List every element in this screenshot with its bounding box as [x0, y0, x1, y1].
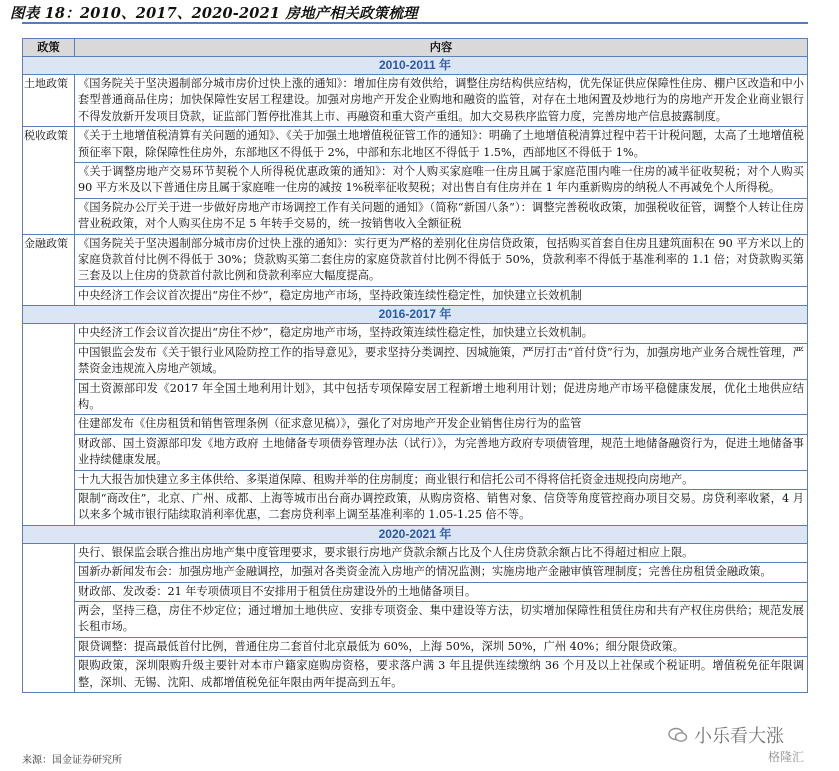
- period-row: [23, 306, 808, 324]
- table-row: [23, 198, 808, 234]
- table-row: [23, 657, 808, 693]
- watermark-text: 小乐看大涨: [694, 726, 784, 747]
- period-2016-2017: 2016-2017 年: [23, 306, 808, 324]
- table-header-row: [23, 39, 808, 57]
- content-cell: 住建部发布《住房租赁和销售管理条例（征求意见稿）》，强化了对房地产开发企业销售住房行为的监管: [75, 415, 808, 434]
- policy-empty-cell: [23, 543, 75, 692]
- content-cell: 《关于调整房地产交易环节契税个人所得税优惠政策的通知》：对个人购买家庭唯一住房且属于家庭范围内唯一住房的减半征收契税；对个人购买 90 平方米及以下普通住房且属于家庭唯一住房的减按 1%税率征收契税；对出售自有住房并在 1 年内重新购房的纳税人不再减免个人所得税。: [75, 163, 808, 199]
- table-row: [23, 75, 808, 127]
- period-2020-2021: 2020-2021 年: [23, 525, 808, 543]
- content-cell: 央行、银保监会联合推出房地产集中度管理要求，要求银行房地产贷款余额占比及个人住房贷款余额占比不得超过相应上限。: [75, 543, 808, 562]
- table-row: [23, 234, 808, 286]
- table-row: [23, 434, 808, 470]
- policy-table: [22, 38, 808, 693]
- table-row: [23, 163, 808, 199]
- source-note: 来源：国金证券研究所: [22, 755, 122, 766]
- table-row: [23, 286, 808, 305]
- content-cell: 中国银监会发布《关于银行业风险防控工作的指导意见》，要求坚持分类调控、因城施策，严厉打击“首付贷”行为，加强房地产业务合规性管理，严禁资金违规流入房地产领域。: [75, 343, 808, 379]
- wechat-icon: [668, 727, 688, 743]
- table-row: [23, 563, 808, 582]
- content-cell: 《国务院关于坚决遏制部分城市房价过快上涨的通知》：实行更为严格的差别化住房信贷政策，包括购买首套自住房且建筑面积在 90 平方米以上的家庭贷款首付比例不得低于 30%；贷款购买第二套住房的家庭贷款首付比例不得低于 50%，贷款利率不得低于基准利率的 1.1 倍；对贷款购买第三套及以上住房的贷款首付款比例和贷款利率应大幅度提高。: [75, 234, 808, 286]
- content-cell: 《国务院办公厅关于进一步做好房地产市场调控工作有关问题的通知》（简称“新国八条”）：调整完善税收政策，加强税收征管，调整个人转让住房营业税政策，对个人购买住房不足 5 年转手交易的，统一按销售收入全额征税: [75, 198, 808, 234]
- table-row: [23, 415, 808, 434]
- table-row: [23, 489, 808, 525]
- content-cell: 财政部、国土资源部印发《地方政府 土地储备专项债券管理办法（试行）》，为完善地方政府专项债管理，规范土地储备融资行为，促进土地储备事业持续健康发展。: [75, 434, 808, 470]
- title-underline: [22, 22, 808, 24]
- content-cell: 财政部、发改委：21 年专项债项目不安排用于租赁住房建设外的土地储备项目。: [75, 582, 808, 601]
- content-cell: 限贷调整：提高最低首付比例，普通住房二套首付北京最低为 60%，上海 50%，深圳 50%，广州 40%；细分限贷政策。: [75, 637, 808, 656]
- table-row: [23, 637, 808, 656]
- policy-land: 土地政策: [23, 75, 75, 127]
- watermark: [668, 722, 784, 748]
- content-cell: 限制“商改住”，北京、广州、成都、上海等城市出台商办调控政策，从购房资格、销售对象、信贷等角度管控商办项目交易。房贷利率收紧，4 月以来多个城市银行陆续取消利率优惠，二套房贷利率上调至基准利率的 1.05-1.25 倍不等。: [75, 489, 808, 525]
- table-row: [23, 601, 808, 637]
- content-cell: 国新办新闻发布会：加强房地产金融调控，加强对各类资金流入房地产的情况监测；实施房地产金融审慎管理制度；完善住房租赁金融政策。: [75, 563, 808, 582]
- period-row: [23, 525, 808, 543]
- content-cell: 限购政策，深圳限购升级主要针对本市户籍家庭购房资格，要求落户满 3 年且提供连续缴纳 36 个月及以上社保或个税证明。增值税免征年限调整，深圳、无锡、沈阳、成都增值税免征年限由两年提高到五年。: [75, 657, 808, 693]
- table-row: [23, 343, 808, 379]
- table-row: [23, 127, 808, 163]
- header-content: 内容: [75, 39, 808, 57]
- period-row: [23, 57, 808, 75]
- content-cell: 《国务院关于坚决遏制部分城市房价过快上涨的通知》：增加住房有效供给，调整住房结构供应结构，优先保证供应保障性住房、棚户区改造和中小套型普通商品住房；加快保障性安居工程建设。加强对房地产开发企业购地和融资的监管，对存在土地闲置及炒地行为的房地产开发企业商业银行不得发放新开发项目贷款，证监部门暂停批准其上市、再融资和重大资产重组。加大交易秩序监管力度，完善房地产信息披露制度。: [75, 75, 808, 127]
- content-cell: 两会，坚持三稳，房住不炒定位；通过增加土地供应、安排专项资金、集中建设等方法，切实增加保障性租赁住房和共有产权住房供给；规范发展长租市场。: [75, 601, 808, 637]
- content-cell: 中央经济工作会议首次提出“房住不炒”，稳定房地产市场，坚持政策连续性稳定性，加快建立长效机制: [75, 286, 808, 305]
- content-cell: 中央经济工作会议首次提出“房住不炒”，稳定房地产市场，坚持政策连续性稳定性，加快建立长效机制。: [75, 324, 808, 343]
- table-row: [23, 379, 808, 415]
- header-policy: 政策: [23, 39, 75, 57]
- watermark-logo: 格隆汇: [768, 750, 805, 764]
- table-row: [23, 324, 808, 343]
- figure-title: 图表 18：2010、2017、2020-2021 房地产相关政策梳理: [10, 5, 418, 22]
- table-row: [23, 543, 808, 562]
- policy-empty-cell: [23, 324, 75, 525]
- content-cell: 国土资源部印发《2017 年全国土地利用计划》，其中包括专项保障安居工程新增土地利用计划；促进房地产市场平稳健康发展，优化土地供应结构。: [75, 379, 808, 415]
- table-row: [23, 582, 808, 601]
- policy-finance: 金融政策: [23, 234, 75, 306]
- table-row: [23, 470, 808, 489]
- content-cell: 十九大报告加快建立多主体供给、多渠道保障、租购并举的住房制度；商业银行和信托公司不得将信托资金违规投向房地产。: [75, 470, 808, 489]
- content-cell: 《关于土地增值税清算有关问题的通知》、《关于加强土地增值税征管工作的通知》：明确了土地增值税清算过程中若干计税问题，太高了土地增值税预征率下限，除保障性住房外，东部地区不得低于 2%，中部和东北地区不得低于 1.5%，西部地区不得低于 1%。: [75, 127, 808, 163]
- period-2010-2011: 2010-2011 年: [23, 57, 808, 75]
- policy-tax: 税收政策: [23, 127, 75, 234]
